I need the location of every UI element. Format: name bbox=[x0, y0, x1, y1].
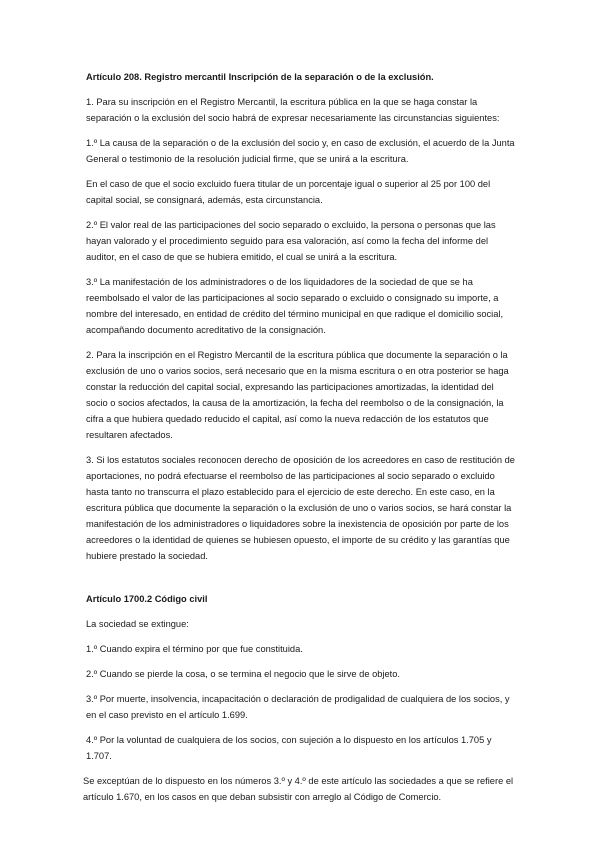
article-208-paragraph-6: 2. Para la inscripción en el Registro Mercantil de la escritura pública que documente la separación o la exclusión de uno o varios socios, será necesario que en la misma escritura o en otra posterior se haga constar la reducción del capital social, expresando las participaciones amortizadas, la identidad del socio o socios afectados, la causa de la amortización, la fecha del reembolso o de la consignación, la cifra a que hubiera quedado reducido el capital, así como la nueva redacción de los estatutos que resultaren afectados. bbox=[86, 350, 509, 440]
article-1700-heading: Artículo 1700.2 Código civil bbox=[86, 594, 208, 604]
article-1700-paragraph-2: 1.º Cuando expira el término por que fue constituida. bbox=[86, 644, 303, 654]
article-208-paragraph-1: 1. Para su inscripción en el Registro Mercantil, la escritura pública en la que se haga constar la separación o la exclusión del socio habrá de expresar necesariamente las circunstancias siguientes: bbox=[86, 97, 500, 123]
article-1700-paragraph-6: Se exceptúan de lo dispuesto en los números 3.º y 4.º de este artículo las sociedades a que se refiere el artículo 1.670, en los casos en que deban subsistir con arreglo al Código de Comercio. bbox=[83, 776, 514, 802]
article-1700-paragraph-3: 2.º Cuando se pierde la cosa, o se termina el negocio que le sirve de objeto. bbox=[86, 669, 401, 679]
article-208-heading: Artículo 208. Registro mercantil Inscripción de la separación o de la exclusión. bbox=[86, 72, 434, 82]
article-208-paragraph-5: 3.º La manifestación de los administradores o de los liquidadores de la sociedad de que se ha reembolsado el valor de las participaciones al socio separado o excluido o consignado su importe, a nombre del interesado, en entidad de crédito del término municipal en que radique el domicilio social, acompañando documento acreditativo de la consignación. bbox=[86, 277, 504, 335]
article-208-paragraph-2: 1.º La causa de la separación o de la exclusión del socio y, en caso de exclusión, el acuerdo de la Junta General o testimonio de la resolución judicial firme, que se unirá a la escritura. bbox=[86, 138, 515, 164]
document-content bbox=[83, 69, 518, 814]
article-208-paragraph-3: En el caso de que el socio excluido fuera titular de un porcentaje igual o superior al 25 por 100 del capital social, se consignará, además, esta circunstancia. bbox=[86, 179, 491, 205]
article-208-paragraph-7: 3. Si los estatutos sociales reconocen derecho de oposición de los acreedores en caso de restitución de aportaciones, no podrá efectuarse el reembolso de las participaciones al socio separado o excluido hasta tanto no transcurra el plazo establecido para el ejercicio de este derecho. En este caso, en la escritura pública que documente la separación o la exclusión de uno o varios socios, se hará constar la manifestación de los administradores o liquidadores sobre la inexistencia de oposición por parte de los acreedores o la identidad de quienes se hubiesen opuesto, el importe de su crédito y las garantías que hubiere prestado la sociedad. bbox=[86, 455, 515, 561]
article-208-paragraph-4: 2.º El valor real de las participaciones del socio separado o excluido, la persona o personas que las hayan valorado y el procedimiento seguido para esa valoración, así como la fecha del informe del auditor, en el caso de que se hubiera emitido, el cual se unirá a la escritura. bbox=[86, 220, 496, 262]
article-1700-paragraph-1: La sociedad se extingue: bbox=[86, 619, 189, 629]
article-1700-paragraph-5: 4.º Por la voluntad de cualquiera de los socios, con sujeción a lo dispuesto en los artículos 1.705 y 1.707. bbox=[86, 735, 492, 761]
article-1700-paragraph-4: 3.º Por muerte, insolvencia, incapacitación o declaración de prodigalidad de cualquiera de los socios, y en el caso previsto en el artículo 1.699. bbox=[86, 694, 510, 720]
